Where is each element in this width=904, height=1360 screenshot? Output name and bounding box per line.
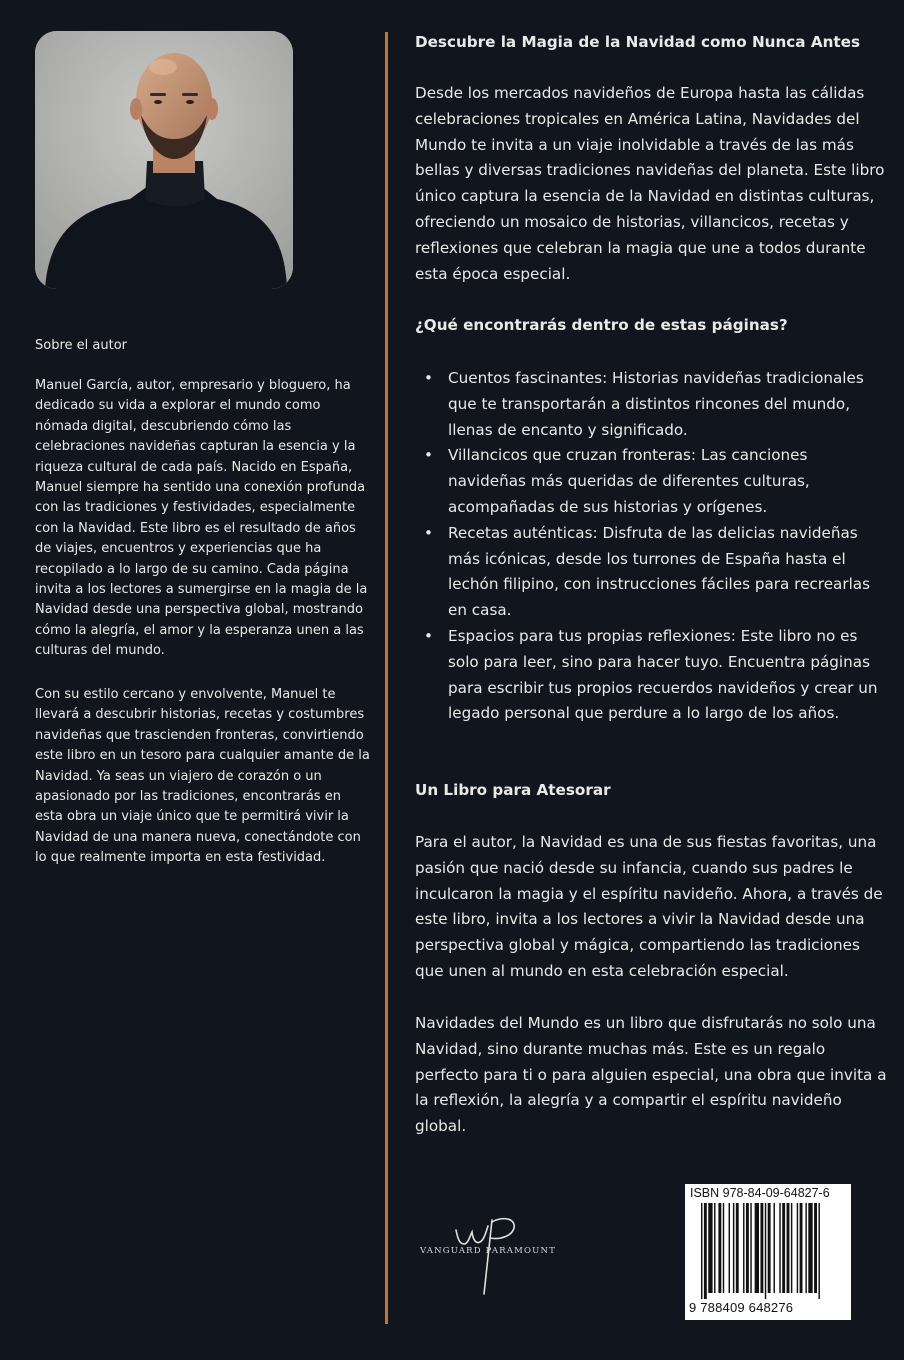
isbn-digits: 9 788409 648276	[689, 1300, 794, 1315]
author-bio-paragraph-1: Manuel García, autor, empresario y bloguero, ha dedicado su vida a explorar el mundo como nómada digital, descubriendo cómo las celebraciones navideñas capturan la esencia y la riqueza cultural de cada país. Nacido en España, Manuel siempre ha sentido una conexión profunda con las tradiciones y festividades, especialmente con la Navidad. Este libro es el resultado de años de viajes, encuentros y experiencias que ha recopilado a lo largo de su camino. Cada página invita a los lectores a sumergirse en la magia de la Navidad desde una perspectiva global, mostrando cómo la alegría, el amor y la esperanza unen a las culturas del mundo.	[35, 378, 368, 659]
isbn-label: ISBN 978-84-09-64827-6	[690, 1186, 830, 1200]
closing-paragraph-2: Navidades del Mundo es un libro que disfrutarás no solo una Navidad, sino durante muchas más. Este es un regalo perfecto para ti o para alguien especial, una obra que invita a la reflexión, la alegría y a compartir el espíritu navideño global.	[415, 1014, 887, 1136]
list-item: • Villancicos que cruzan fronteras: Las canciones navideñas más queridas de diferentes culturas, acompañadas de sus historias y orígenes.	[415, 443, 887, 520]
features-list-wrapper	[415, 366, 887, 727]
intro-paragraph: Desde los mercados navideños de Europa hasta las cálidas celebraciones tropicales en América Latina, Navidades del Mundo te invita a un viaje inolvidable a través de las más bellas y diversas tradiciones navideñas del planeta. Este libro único captura la esencia de la Navidad en distintas culturas, ofreciendo un mosaico de historias, villancicos, recetas y reflexiones que celebran la magia que une a todos durante esta época especial.	[415, 84, 885, 283]
features-list	[415, 366, 887, 727]
author-photo	[35, 31, 293, 289]
heading-descubre: Descubre la Magia de la Navidad como Nunca Antes	[415, 33, 860, 51]
heading-que-encontraras: ¿Qué encontrarás dentro de estas páginas?	[415, 316, 788, 334]
barcode-icon	[701, 1203, 843, 1299]
list-item: • Cuentos fascinantes: Historias navideñas tradicionales que te transportarán a distintos rincones del mundo, llenas de encanto y significado.	[415, 366, 887, 443]
author-bio-paragraph-2: Con su estilo cercano y envolvente, Manuel te llevará a descubrir historias, recetas y costumbres navideñas que trascienden fronteras, convirtiendo este libro en un tesoro para cualquier amante de la Navidad. Ya seas un viajero de corazón o un apasionado por las tradiciones, encontrarás en esta obra un viaje único que te permitirá vivir la Navidad de una manera nueva, conectándote con lo que realmente importa en esta festividad.	[35, 687, 370, 866]
isbn-barcode-box	[685, 1184, 851, 1320]
list-item: • Recetas auténticas: Disfruta de las delicias navideñas más icónicas, desde los turrones de España hasta el lechón filipino, con instrucciones fáciles para recrearlas en casa.	[415, 521, 887, 624]
heading-libro-atesorar: Un Libro para Atesorar	[415, 781, 611, 799]
author-section-title: Sobre el autor	[35, 338, 127, 353]
list-item: • Espacios para tus propias reflexiones: Este libro no es solo para leer, sino para hacer tuyo. Encuentra páginas para escribir tus propios recuerdos navideños y crear un legado personal que perdure a lo largo de los años.	[415, 624, 887, 727]
publisher-name: VANGUARD PARAMOUNT	[420, 1246, 557, 1256]
closing-paragraph-1: Para el autor, la Navidad es una de sus fiestas favoritas, una pasión que nació desde su infancia, cuando sus padres le inculcaron la magia y el espíritu navideño. Ahora, a través de este libro, invita a los lectores a vivir la Navidad desde una perspectiva global y mágica, compartiendo las tradiciones que unen al mundo en esta celebración especial.	[415, 833, 883, 980]
accent-divider	[385, 32, 388, 1324]
